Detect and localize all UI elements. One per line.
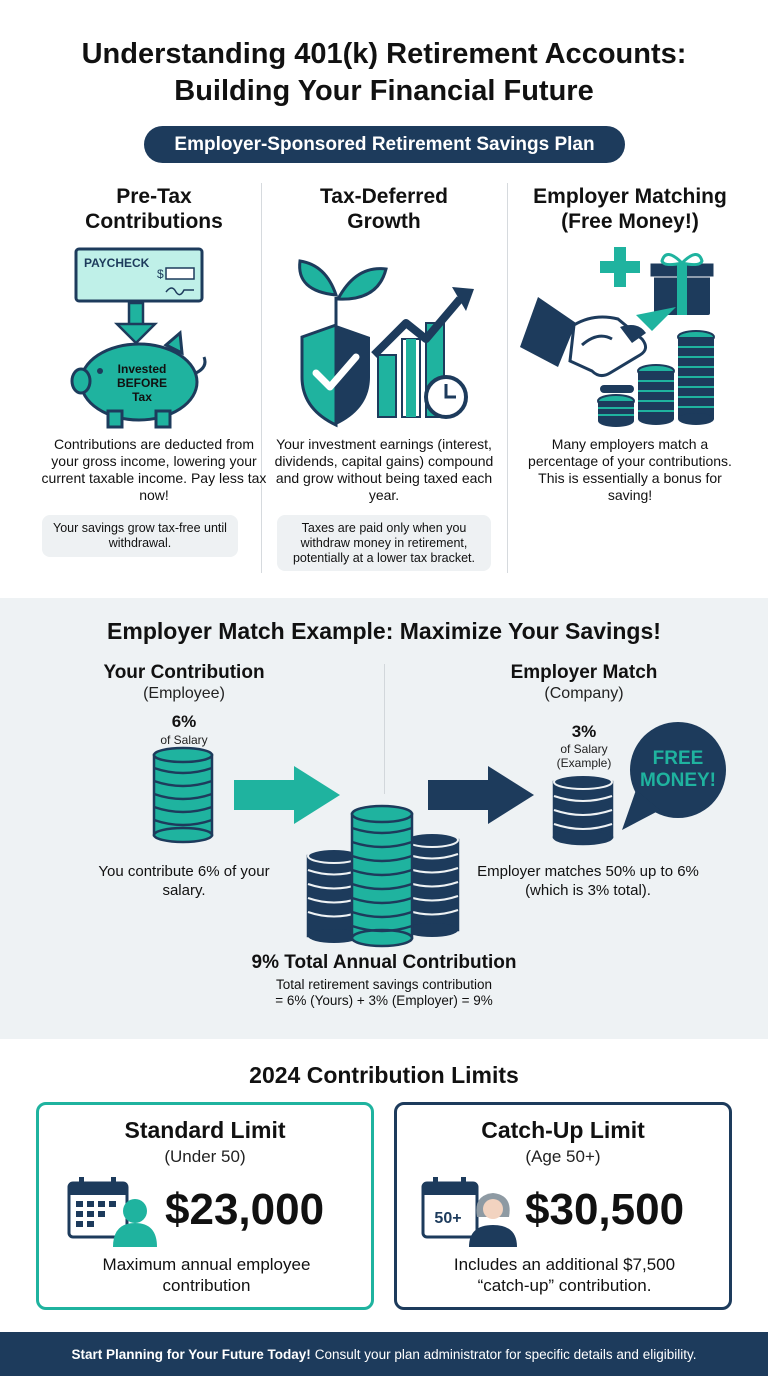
catch-up-limit-card (394, 1102, 732, 1310)
page-title (0, 36, 768, 110)
card-amount: $23,000 (165, 1185, 325, 1234)
handshake-gift-coins-icon (502, 245, 758, 430)
subtitle-pill: Employer-Sponsored Retirement Savings Plan (144, 126, 625, 163)
employee-heading: Your Contribution (103, 662, 265, 683)
feature-title: Employer Matching (Free Money!) (533, 185, 727, 233)
feature-note: Taxes are paid only when you withdraw money in retirement, potentially at a lower tax bracket. (277, 515, 491, 571)
total-heading: 9% Total Annual Contribution (251, 952, 517, 973)
employee-subheading: (Employee) (143, 685, 225, 702)
calendar-age-label: 50+ (434, 1210, 462, 1227)
feature-text: Many employers match a percentage of your contributions. This is essentially a bonus for saving! (528, 436, 732, 503)
feature-text: Contributions are deducted from your gross income, lowering your current taxable income. Pay less tax now! (41, 436, 267, 503)
feature-title: Pre-Tax Contributions (85, 185, 223, 233)
feature-tax-deferred (256, 183, 512, 565)
piggy-text-2: BEFORE (116, 376, 168, 390)
shield-growth-chart-icon (256, 245, 512, 430)
paycheck-label: PAYCHECK (84, 256, 150, 270)
combined-coin-stack-icon (308, 806, 458, 946)
teal-arrow-icon (234, 766, 340, 824)
employer-percent-sub-line-1: of Salary (560, 742, 608, 756)
employer-coin-stack-icon (554, 775, 612, 844)
match-title: Employer Match Example: Maximize Your Savings! (107, 618, 661, 644)
card-subtitle: (Under 50) (164, 1147, 246, 1166)
feature-title: Tax-Deferred Growth (320, 185, 448, 233)
free-money-line-1: FREE (652, 748, 704, 769)
card-amount: $30,500 (525, 1185, 685, 1234)
card-description: Includes an additional $7,500 “catch-up” contribution. (453, 1255, 676, 1295)
total-subtext-line-1: Total retirement savings contribution (275, 977, 493, 992)
paycheck-dollar: $ (157, 267, 164, 281)
employer-subheading: (Company) (544, 685, 624, 702)
free-money-bubble-icon (622, 722, 726, 830)
standard-limit-card (36, 1102, 374, 1310)
employer-text: Employer matches 50% up to 6% (which is 3% total). (477, 863, 699, 899)
footer-text: Consult your plan administrator for specific details and eligibility. (314, 1346, 697, 1362)
footer-banner (0, 1332, 768, 1376)
piggy-text-3: Tax (132, 390, 152, 404)
calendar-senior-icon (419, 1177, 519, 1247)
total-subtext-line-2: = 6% (Yours) + 3% (Employer) = 9% (275, 993, 493, 1008)
card-title: Catch-Up Limit (481, 1117, 645, 1143)
card-title: Standard Limit (124, 1117, 286, 1143)
employee-text: You contribute 6% of your salary. (98, 863, 270, 899)
piggy-text-1: Invested (117, 362, 167, 376)
feature-note: Your savings grow tax-free until withdrawal. (42, 515, 238, 557)
employer-heading: Employer Match (510, 662, 658, 683)
total-subtext (200, 977, 568, 1009)
calendar-person-icon (65, 1177, 161, 1247)
page-title-line-1: Understanding 401(k) Retirement Accounts: (81, 38, 687, 70)
employer-percent-sub-line-2: (Example) (556, 756, 612, 770)
employer-percent: 3% (571, 722, 597, 741)
feature-employer-matching (502, 183, 758, 503)
employee-percent-sub: of Salary (160, 733, 208, 747)
feature-text: Your investment earnings (interest, dividends, capital gains) compound and grow without being taxed each year. (274, 436, 494, 503)
card-description: Maximum annual employee contribution (102, 1255, 311, 1295)
navy-arrow-icon (428, 766, 534, 824)
feature-pre-tax (26, 183, 282, 550)
limits-title: 2024 Contribution Limits (249, 1062, 519, 1088)
employee-percent: 6% (171, 712, 197, 731)
page-title-line-2: Building Your Financial Future (174, 75, 594, 107)
footer-bold: Start Planning for Your Future Today! (71, 1346, 311, 1362)
paycheck-piggy-bank-icon (26, 245, 282, 430)
free-money-line-2: MONEY! (640, 770, 716, 791)
employee-coin-stack-icon (154, 748, 212, 842)
card-subtitle: (Age 50+) (525, 1147, 601, 1166)
